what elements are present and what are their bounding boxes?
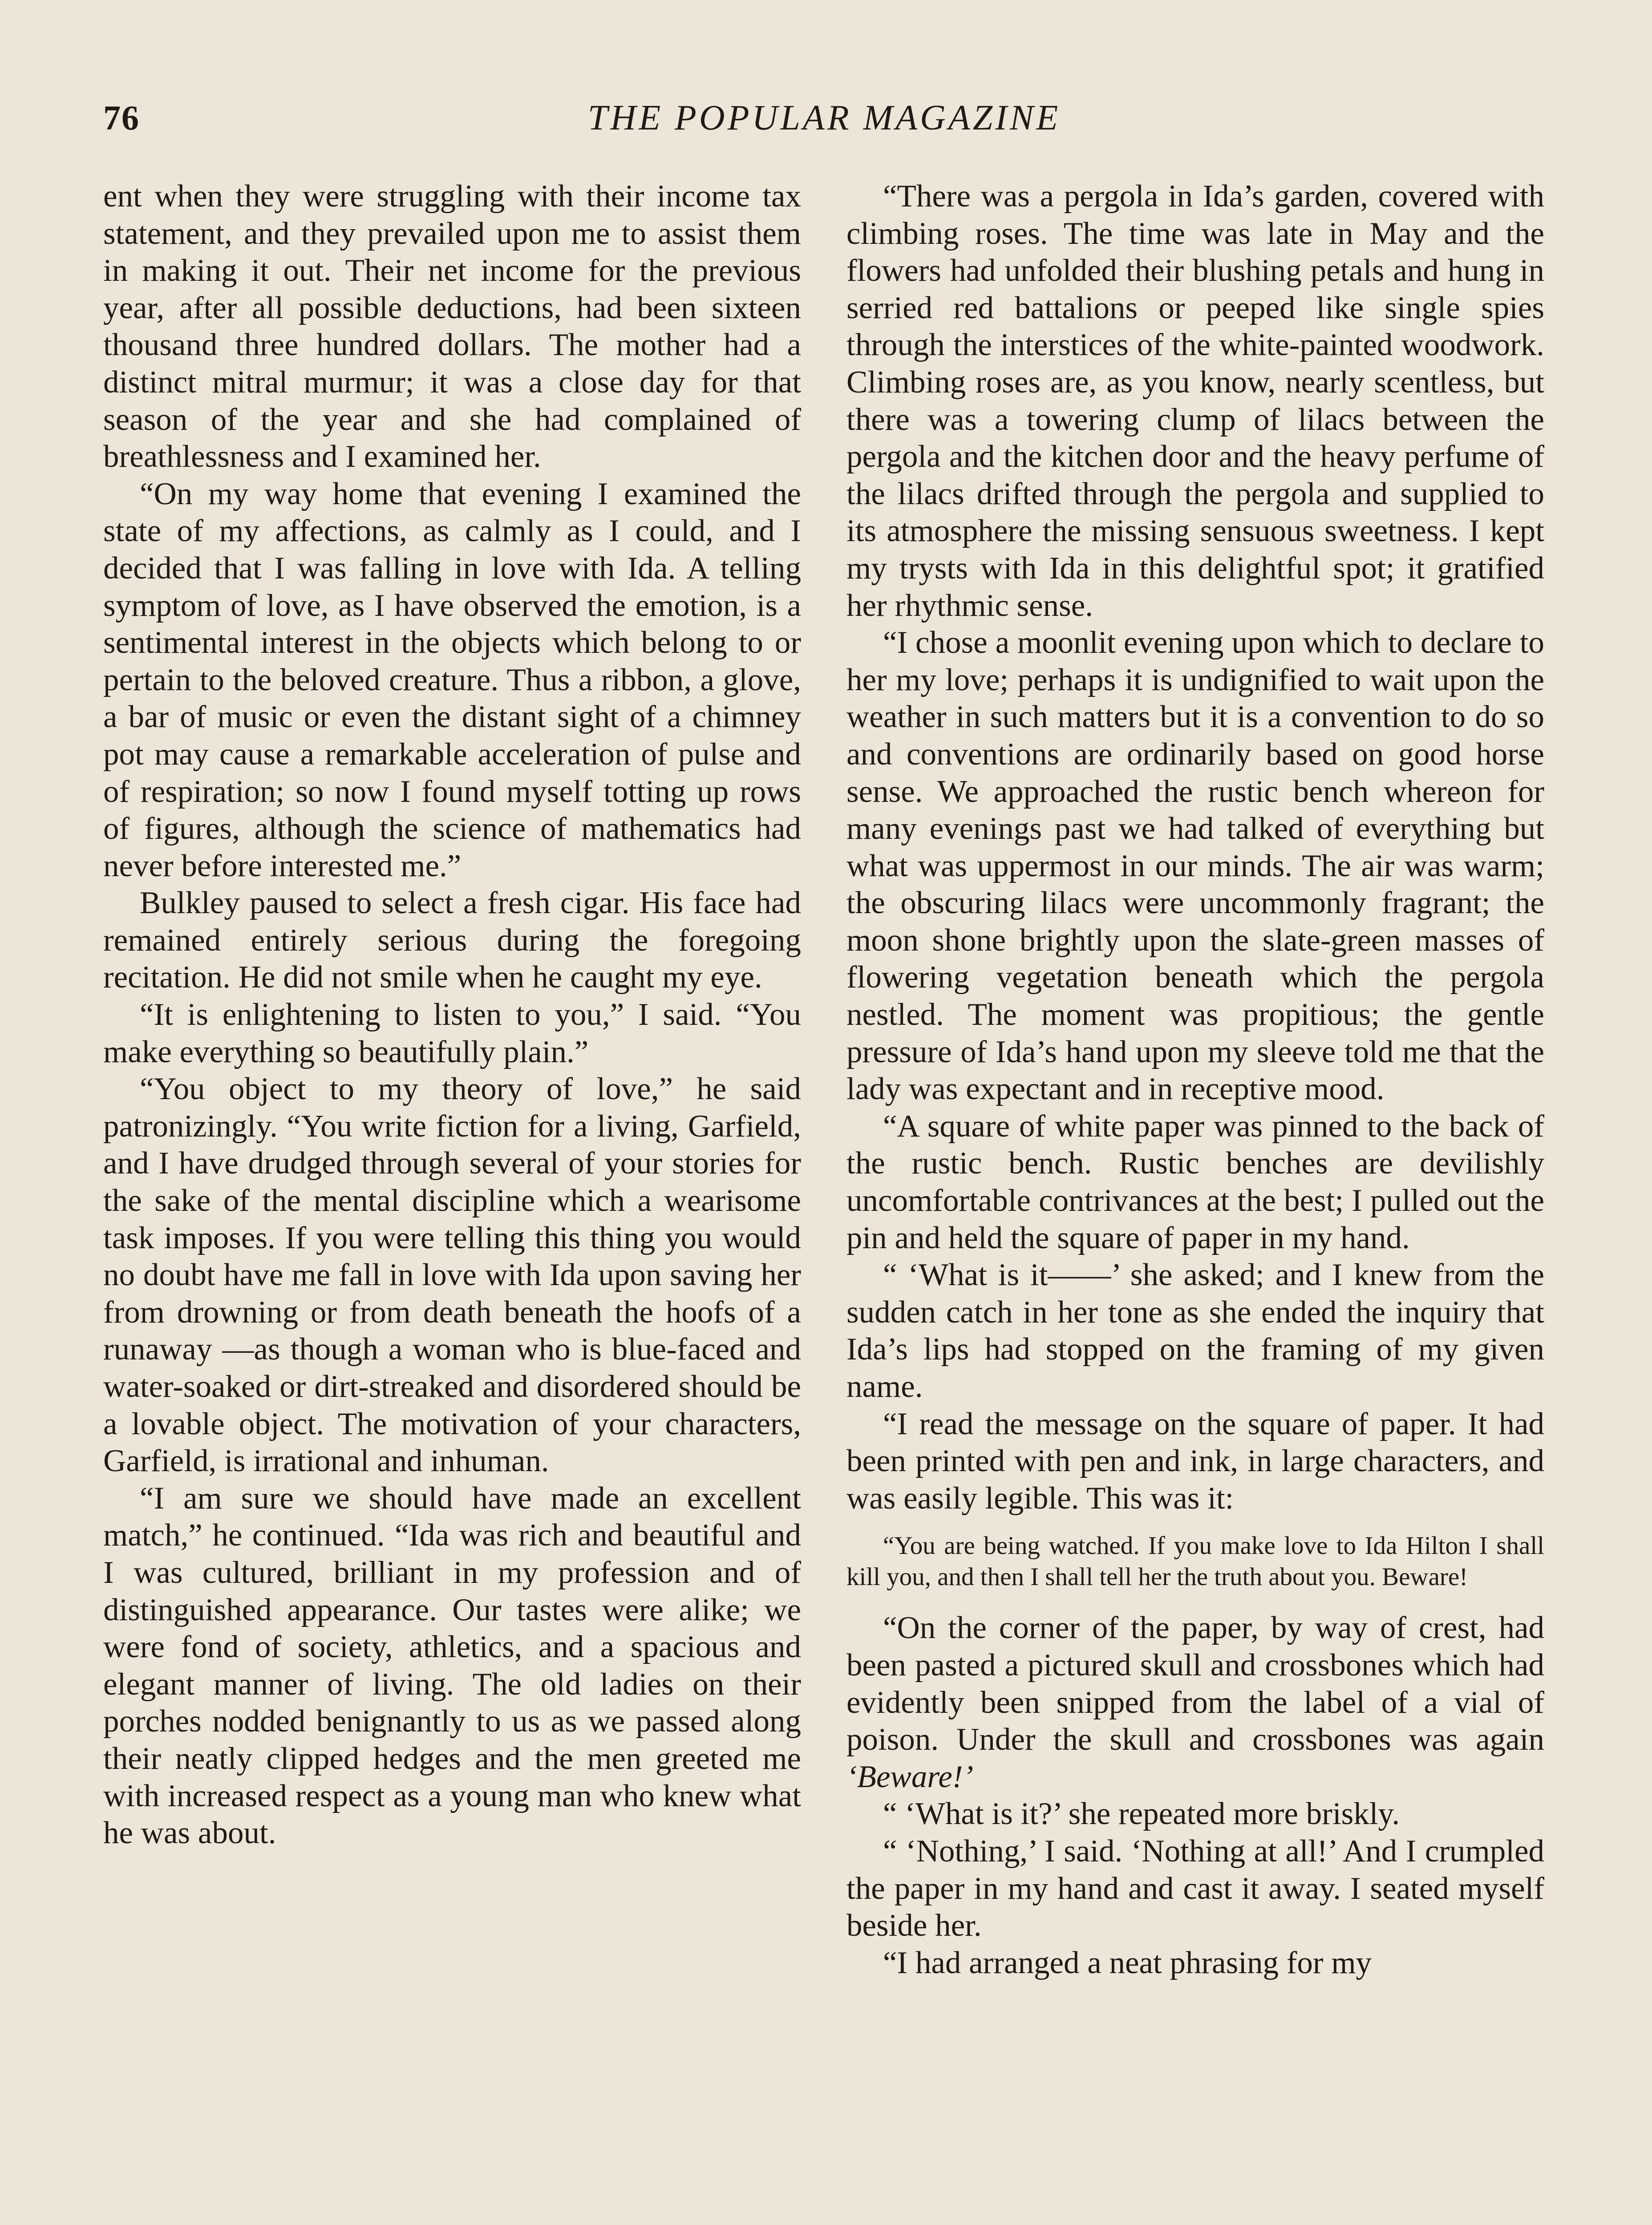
paragraph: ent when they were struggling with their income tax statement, and they prevailed upon me to assist them in making it out. Their net income for the previous year, after all possible deductions, had been sixteen thousand three hundred dollars. The mother had a distinct mitral murmur; it was a close day for that season of the year and she had complained of breathlessness and I examined her. <box>103 179 801 474</box>
paragraph: “I chose a moonlit evening upon which to declare to her my love; perhaps it is undignified to wait upon the weather in such matters but it is a convention to do so and conventions are ordinarily based on good horse sense. We approached the rustic bench whereon for many evenings past we had talked of everything but what was uppermost in our minds. The air was warm; the obscuring lilacs were uncommonly fragrant; the moon shone brightly upon the slate-green masses of flowering vegetation beneath which the pergola nestled. The moment was propitious; the gentle pressure of Ida’s hand upon my sleeve told me that the lady was expectant and in receptive mood. <box>846 625 1544 1107</box>
paragraph: “A square of white paper was pinned to the back of the rustic bench. Rustic benches are devilishly uncomfortable contrivances at the best; I pulled out the pin and held the square of paper in my hand. <box>846 1108 1544 1255</box>
quoted-note: “You are being watched. If you make love to Ida Hilton I shall kill you, and then I shall tell her the truth about you. Beware! <box>846 1532 1544 1591</box>
page-number: 76 <box>103 98 140 137</box>
paragraph: “I had arranged a neat phrasing for my <box>883 1945 1372 1980</box>
running-title: THE POPULAR MAGAZINE <box>587 98 1061 138</box>
paragraph <box>846 1610 1544 1796</box>
paragraph: “You object to my theory of love,” he said patronizingly. “You write fiction for a living, Garfield, and I have drudged through several of your stories for the sake of the mental discipline which a wearisome task imposes. If you were telling this thing you would no doubt have me fall in love with Ida upon saving her from drowning or from death beneath the hoofs of a runaway —as though a woman who is blue-faced and water-soaked or dirt-streaked and disordered should be a lovable object. The motivation of your characters, Garfield, is irrational and inhuman. <box>103 1072 801 1479</box>
paragraph: “ ‘What is it——’ she asked; and I knew from the sudden catch in her tone as she ended the inquiry that Ida’s lips had stopped on the framing of my given name. <box>846 1258 1544 1404</box>
paragraph-text: “On the corner of the paper, by way of crest, had been pasted a pictured skull and crossbones which had evidently been snipped from the label of a vial of poison. Under the skull and crossbones was again <box>846 1610 1544 1757</box>
italic-beware: ‘Beware!’ <box>846 1759 974 1794</box>
paragraph: “ ‘What is it?’ she repeated more briskly. <box>883 1796 1400 1832</box>
paragraph: “There was a pergola in Ida’s garden, covered with climbing roses. The time was late in May and the flowers had unfolded their blushing petals and hung in serried red battalions or peeped like single spies through the interstices of the white-painted woodwork. Climbing roses are, as you know, nearly scentless, but there was a towering clump of lilacs between the pergola and the kitchen door and the heavy perfume of the lilacs drifted through the pergola and supplied to its atmosphere the missing sensuous sweetness. I kept my trysts with Ida in this delightful spot; it gratified her rhythmic sense. <box>846 179 1544 623</box>
left-column <box>103 178 801 2225</box>
paragraph: “I am sure we should have made an excellent match,” he continued. “Ida was rich and beautiful and I was cultured, brilliant in my profession and of distinguished appearance. Our tastes were alike; we were fond of society, athletics, and a spacious and elegant manner of living. The old ladies on their porches nodded benignantly to us as we passed along their neatly clipped hedges and the men greeted me with increased respect as a young man who knew what he was about. <box>103 1481 801 1851</box>
paragraph: “I read the message on the square of paper. It had been printed with pen and ink, in large characters, and was easily legible. This was it: <box>846 1406 1544 1516</box>
paragraph: Bulkley paused to select a fresh cigar. His face had remained entirely serious during the foregoing recitation. He did not smile when he caught my eye. <box>103 886 801 995</box>
page-header <box>103 98 1545 147</box>
paragraph: “ ‘Nothing,’ I said. ‘Nothing at all!’ And I crumpled the paper in my hand and cast it away. I seated myself beside her. <box>846 1833 1544 1943</box>
paragraph: “On my way home that evening I examined the state of my affections, as calmly as I could, and I decided that I was falling in love with Ida. A telling symptom of love, as I have observed the emotion, is a sentimental interest in the objects which belong to or pertain to the beloved creature. Thus a ribbon, a glove, a bar of music or even the distant sight of a chimney pot may cause a remarkable acceleration of pulse and of respiration; so now I found myself totting up rows of figures, although the science of mathematics had never before interested me.” <box>103 476 801 883</box>
right-column <box>846 178 1544 2225</box>
paragraph: “It is enlightening to listen to you,” I said. “You make everything so beautifully plain.” <box>103 997 801 1069</box>
